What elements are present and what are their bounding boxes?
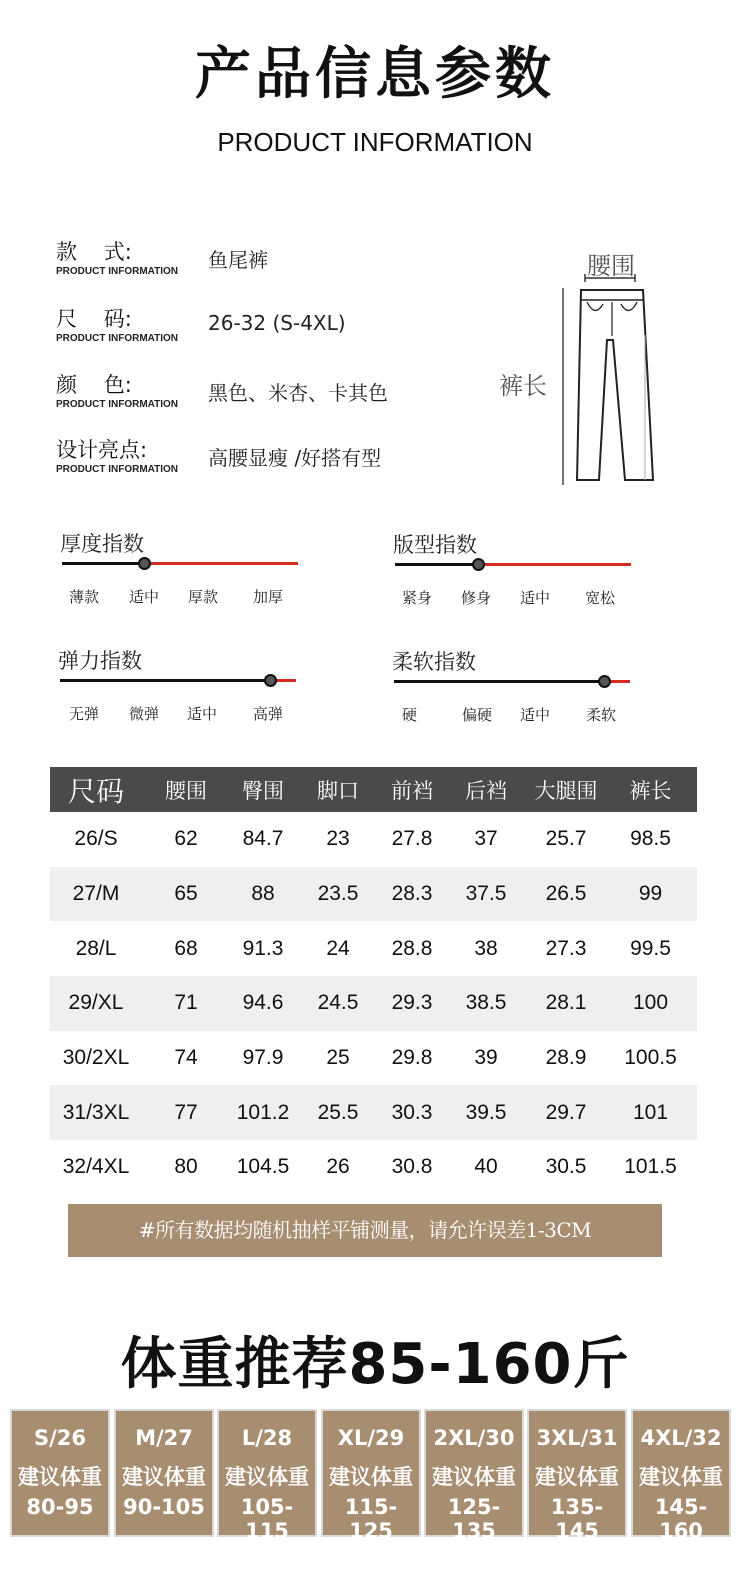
- weight-card: [424, 1409, 524, 1543]
- weight-card-label: 建议体重: [432, 1465, 516, 1489]
- weight-card-label: 建议体重: [535, 1465, 619, 1489]
- table-cell: 74: [174, 1046, 198, 1070]
- table-cell: 30.8: [391, 1155, 433, 1179]
- index-option: 微弹: [129, 705, 160, 723]
- table-cell: 91.3: [242, 936, 284, 960]
- table-cell: 80: [174, 1155, 198, 1179]
- table-cell: 65: [174, 882, 198, 906]
- table-cell: 28.8: [391, 936, 433, 960]
- table-cell: 38: [474, 936, 498, 960]
- table-cell: 38.5: [465, 991, 507, 1015]
- column-header: 大腿围: [534, 778, 598, 803]
- weight-card: [321, 1409, 421, 1543]
- table-cell: 23.5: [317, 882, 359, 906]
- column-header: 脚口: [317, 778, 359, 803]
- weight-card-size: XL/29: [337, 1426, 405, 1450]
- info-label: 设计亮点:: [56, 438, 148, 462]
- weight-cards: [10, 1409, 740, 1543]
- info-sublabel: PRODUCT INFORMATION: [56, 399, 179, 410]
- table-header: [50, 767, 697, 812]
- weight-card: [10, 1409, 110, 1537]
- table-body: [50, 812, 697, 1195]
- table-cell: 28.3: [391, 882, 433, 906]
- index-option: 适中: [187, 705, 218, 723]
- index-options: [393, 587, 643, 609]
- weight-title: 体重推荐85-160斤: [120, 1332, 630, 1397]
- index-title: 厚度指数: [60, 532, 144, 556]
- slider-track-filled: [62, 562, 144, 565]
- table-cell: 97.9: [242, 1046, 284, 1070]
- table-row: [50, 812, 697, 867]
- table-row: [50, 1031, 697, 1086]
- table-cell: 23: [326, 827, 350, 851]
- index-options: [60, 586, 310, 608]
- weight-card-label: 建议体重: [225, 1465, 309, 1489]
- info-value: 鱼尾裤: [208, 248, 268, 272]
- table-cell: 24: [326, 936, 350, 960]
- index-slider: [60, 679, 296, 682]
- table-cell: 28/L: [75, 936, 117, 960]
- table-cell: 30.3: [391, 1100, 433, 1124]
- index-option: 修身: [461, 589, 492, 607]
- waist-label: 腰围: [587, 252, 635, 280]
- column-header: 腰围: [165, 778, 207, 803]
- table-cell: 39: [474, 1046, 498, 1070]
- index-elasticity: [58, 645, 308, 745]
- table-cell: 39.5: [465, 1100, 507, 1124]
- weight-card-label: 建议体重: [329, 1465, 413, 1489]
- table-cell: 25.5: [317, 1100, 359, 1124]
- table-cell: 99: [638, 882, 663, 906]
- weight-card: [527, 1409, 627, 1543]
- pants-outline-icon: [495, 240, 665, 490]
- index-title: 弹力指数: [58, 649, 142, 673]
- table-cell: 62: [174, 827, 198, 851]
- table-cell: 24.5: [317, 991, 359, 1015]
- table-cell: 88: [251, 882, 275, 906]
- weight-card-size: S/26: [33, 1426, 87, 1450]
- table-cell: 37.5: [465, 882, 507, 906]
- index-slider: [62, 562, 298, 565]
- table-cell: 29/XL: [68, 991, 124, 1015]
- slider-track-filled: [60, 679, 270, 682]
- info-row-highlight: [56, 434, 476, 484]
- info-label: 款 式:: [56, 240, 132, 264]
- index-option: 柔软: [586, 706, 617, 724]
- info-label: 颜 色:: [56, 373, 132, 397]
- index-option: 无弹: [69, 705, 100, 723]
- index-slider: [394, 680, 630, 683]
- index-option: 适中: [520, 589, 551, 607]
- table-cell: 98.5: [630, 827, 671, 851]
- index-option: 偏硬: [462, 706, 493, 724]
- weight-card-range: 90-105: [123, 1495, 205, 1519]
- table-cell: 101: [632, 1100, 669, 1124]
- index-fit: [393, 529, 643, 629]
- index-softness: [392, 646, 642, 746]
- table-cell: 27.8: [391, 827, 433, 851]
- weight-card-label: 建议体重: [18, 1465, 102, 1489]
- info-sublabel: PRODUCT INFORMATION: [56, 333, 179, 344]
- slider-track-filled: [395, 563, 478, 566]
- weight-card-size: 3XL/31: [536, 1426, 618, 1450]
- index-option: 厚款: [188, 588, 219, 606]
- table-row: [50, 867, 697, 922]
- table-cell: 26: [326, 1155, 350, 1179]
- index-options: [58, 703, 308, 725]
- table-row: [50, 1140, 697, 1195]
- info-row-style: [56, 236, 476, 286]
- table-cell: 30.5: [545, 1155, 587, 1179]
- weight-card-label: 建议体重: [639, 1465, 723, 1489]
- table-cell: 27/M: [72, 882, 120, 906]
- weight-card: [114, 1409, 214, 1537]
- index-title: 柔软指数: [392, 650, 476, 674]
- weight-card-size: M/27: [135, 1426, 193, 1450]
- info-value: 26-32 (S-4XL): [208, 311, 346, 335]
- weight-card: [631, 1409, 731, 1543]
- table-cell: 71: [174, 991, 198, 1015]
- column-header: 裤长: [629, 778, 672, 803]
- info-value: 黑色、米杏、卡其色: [208, 381, 388, 405]
- slider-track-rest: [144, 562, 298, 565]
- measurement-note: #所有数据均随机抽样平铺测量，请允许误差1-3CM: [68, 1204, 662, 1257]
- index-option: 适中: [520, 706, 551, 724]
- info-row-size: [56, 303, 476, 353]
- weight-card-size: 4XL/32: [640, 1426, 722, 1450]
- table-cell: 101.2: [236, 1100, 290, 1124]
- table-cell: 32/4XL: [62, 1155, 130, 1179]
- table-cell: 94.6: [242, 991, 284, 1015]
- table-cell: 101.5: [624, 1155, 677, 1179]
- weight-card-range: 80-95: [26, 1495, 94, 1519]
- weight-card-range: 145-160: [654, 1495, 708, 1543]
- table-cell: 29.7: [545, 1100, 587, 1124]
- table-cell: 77: [174, 1100, 198, 1124]
- weight-card-size: L/28: [241, 1426, 293, 1450]
- slider-track-filled: [394, 680, 604, 683]
- page-title: 产品信息参数: [195, 42, 555, 107]
- table-cell: 26.5: [545, 882, 587, 906]
- info-label: 尺 码:: [56, 307, 132, 331]
- table-cell: 28.1: [545, 991, 587, 1015]
- weight-card: [217, 1409, 317, 1543]
- table-cell: 25.7: [545, 827, 587, 851]
- info-sublabel: PRODUCT INFORMATION: [56, 464, 179, 475]
- info-row-color: [56, 369, 476, 419]
- index-option: 高弹: [253, 705, 284, 723]
- table-cell: 68: [174, 936, 198, 960]
- weight-card-range: 125-135: [447, 1495, 501, 1543]
- column-header: 前裆: [391, 778, 433, 803]
- page-subtitle: PRODUCT INFORMATION: [217, 127, 533, 157]
- slider-track-rest: [478, 563, 631, 566]
- index-thickness: [60, 528, 310, 628]
- index-option: 硬: [402, 706, 418, 724]
- table-cell: 99.5: [630, 936, 671, 960]
- table-cell: 40: [474, 1155, 498, 1179]
- table-row: [50, 976, 697, 1031]
- index-slider: [395, 563, 631, 566]
- index-options: [392, 704, 642, 726]
- column-header: 臀围: [242, 778, 284, 803]
- info-value: 高腰显瘦 /好搭有型: [208, 446, 382, 470]
- table-cell: 37: [474, 827, 498, 851]
- table-cell: 30/2XL: [62, 1046, 130, 1070]
- table-cell: 25: [326, 1046, 350, 1070]
- slider-knob: [138, 557, 151, 570]
- index-option: 加厚: [253, 588, 284, 606]
- table-cell: 100: [632, 991, 669, 1015]
- index-title: 版型指数: [393, 533, 477, 557]
- weight-card-range: 135-145: [550, 1495, 604, 1543]
- table-cell: 100.5: [624, 1046, 677, 1070]
- weight-card-range: 115-125: [344, 1495, 398, 1543]
- pants-diagram: [495, 240, 665, 490]
- info-sublabel: PRODUCT INFORMATION: [56, 266, 179, 277]
- index-option: 薄款: [69, 588, 100, 606]
- slider-knob: [598, 675, 611, 688]
- length-label: 裤长: [499, 372, 547, 400]
- table-cell: 31/3XL: [62, 1100, 130, 1124]
- table-cell: 29.3: [391, 991, 433, 1015]
- index-option: 紧身: [402, 589, 433, 607]
- table-cell: 27.3: [545, 936, 587, 960]
- table-cell: 29.8: [391, 1046, 433, 1070]
- column-header: 尺码: [67, 774, 124, 808]
- column-header: 后裆: [465, 778, 507, 803]
- table-row: [50, 1085, 697, 1140]
- index-option: 适中: [129, 588, 160, 606]
- size-table: [50, 767, 697, 1195]
- table-cell: 28.9: [545, 1046, 587, 1070]
- table-row: [50, 921, 697, 976]
- table-cell: 84.7: [242, 827, 284, 851]
- index-option: 宽松: [585, 589, 616, 607]
- table-cell: 104.5: [236, 1155, 290, 1179]
- weight-card-size: 2XL/30: [433, 1426, 515, 1450]
- weight-card-label: 建议体重: [122, 1465, 206, 1489]
- slider-knob: [472, 558, 485, 571]
- table-cell: 26/S: [74, 827, 118, 851]
- weight-card-range: 105-115: [240, 1495, 294, 1543]
- slider-knob: [264, 674, 277, 687]
